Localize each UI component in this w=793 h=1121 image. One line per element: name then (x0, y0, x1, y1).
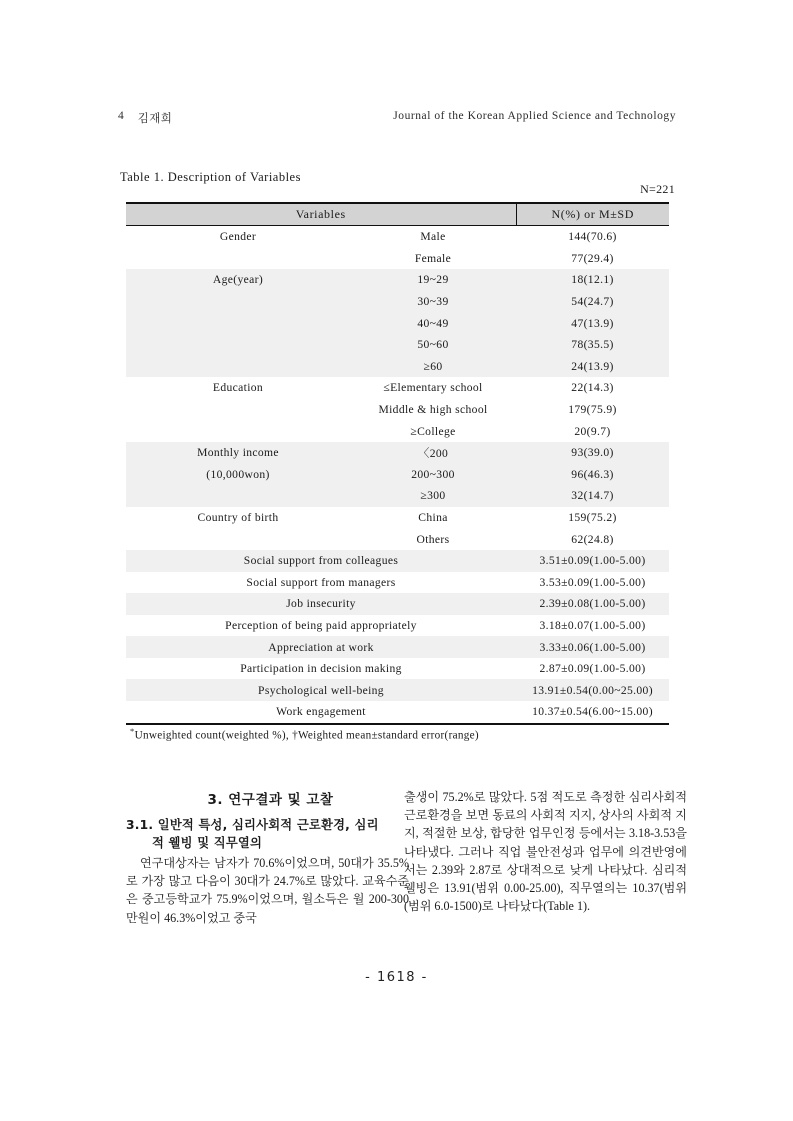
cell-statistic-value: 24(13.9) (516, 356, 669, 378)
table-row (126, 226, 669, 248)
cell-variable-category: Middle & high school (378, 403, 488, 417)
cell-variable-category: ≤Elementary school (383, 381, 483, 395)
cell-variable-category: 50~60 (350, 334, 516, 356)
footnote-asterisk: * (130, 726, 135, 736)
cell-variable-label: Country of birth (197, 511, 279, 525)
cell-variable-label (126, 485, 350, 507)
cell-statistic-value: 22(14.3) (571, 381, 614, 395)
subsection-heading-line-2: 적 웰빙 및 직무열의 (152, 836, 263, 850)
running-head-left (118, 110, 172, 126)
cell-variable-label (126, 420, 350, 442)
table-row (126, 485, 669, 507)
cell-measure-label: Social support from colleagues (126, 550, 516, 572)
table-row (126, 572, 669, 594)
table-row (126, 291, 669, 313)
cell-statistic-value: 3.51±0.09(1.00-5.00) (516, 550, 669, 572)
cell-statistic-value: 77(29.4) (571, 251, 614, 265)
cell-variable-category: ≥College (410, 424, 456, 438)
table-row (126, 334, 669, 356)
cell-variable-label: (10,000won) (126, 464, 350, 486)
cell-measure-label: Social support from managers (246, 575, 396, 589)
cell-statistic-value: 47(13.9) (516, 312, 669, 334)
cell-measure-label: Perception of being paid appropriately (225, 618, 417, 632)
cell-statistic-value: 18(12.1) (516, 269, 669, 291)
cell-statistic-value: 3.18±0.07(1.00-5.00) (539, 618, 646, 632)
cell-statistic-value: 78(35.5) (516, 334, 669, 356)
table-row (126, 550, 669, 572)
table-row (126, 464, 669, 486)
cell-variable-label: Monthly income (126, 442, 350, 464)
cell-variable-label: Education (212, 381, 264, 395)
cell-variable-label: Age(year) (126, 269, 350, 291)
table-row (126, 442, 669, 464)
body-column-left (126, 816, 409, 927)
table-row (126, 679, 669, 701)
table-row (126, 377, 669, 399)
cell-measure-label: Psychological well-being (126, 679, 516, 701)
running-head (118, 110, 676, 126)
cell-variable-category: Female (414, 251, 452, 265)
cell-variable-label: Gender (219, 230, 257, 244)
table-row (126, 528, 669, 550)
cell-variable-category: Others (416, 532, 450, 546)
table-header-row (126, 203, 669, 226)
cell-measure-label: Work engagement (126, 701, 516, 724)
table-row (126, 701, 669, 724)
table-row (126, 593, 669, 615)
paragraph-right: 출생이 75.2%로 많았다. 5점 적도로 측정한 심리사회적 근로환경을 보면 동료의 사회적 지지, 상사의 사회적 지지, 적절한 보상, 합당한 업무인정 등에서는 3.18-3.53을 나타냈다. 그러나 직업 불안전성과 업무에 의견반영에서는 2.39와 2.87로 상대적으로 낮게 나타났다. 심리적 웰빙은 13.91(범위 0.00-25.00), 직무열의는 10.37(범위 (범위 6.0-1500)로 나타났다(Table 1). (404, 790, 687, 914)
cell-statistic-value: 3.33±0.06(1.00-5.00) (516, 636, 669, 658)
table-row (126, 356, 669, 378)
column-header-variables: Variables (126, 203, 516, 226)
table-body (126, 226, 669, 724)
cell-measure-label: Job insecurity (126, 593, 516, 615)
cell-statistic-value: 20(9.7) (574, 424, 611, 438)
table-row (126, 269, 669, 291)
cell-statistic-value: 159(75.2) (568, 511, 617, 525)
body-column-right (404, 788, 687, 915)
cell-statistic-value: 10.37±0.54(6.00~15.00) (516, 701, 669, 724)
column-header-statistic: N(%) or M±SD (516, 203, 669, 226)
cell-variable-label (126, 356, 350, 378)
cell-statistic-value: 2.87±0.09(1.00-5.00) (539, 662, 646, 676)
cell-variable-category: ≥300 (350, 485, 516, 507)
cell-statistic-value: 13.91±0.54(0.00~25.00) (516, 679, 669, 701)
cell-measure-label: Appreciation at work (126, 636, 516, 658)
cell-statistic-value: 96(46.3) (516, 464, 669, 486)
cell-variable-category: 〈200 (350, 442, 516, 464)
table-row (126, 399, 669, 421)
running-head-journal: Journal of the Korean Applied Science and Technology (393, 110, 676, 122)
cell-variable-label (126, 399, 350, 421)
cell-variable-category: 200~300 (350, 464, 516, 486)
running-head-page-number: 4 (118, 110, 124, 122)
cell-statistic-value: 3.53±0.09(1.00-5.00) (539, 575, 646, 589)
cell-variable-category: ≥60 (350, 356, 516, 378)
table-1-container (126, 202, 669, 725)
cell-variable-label (126, 312, 350, 334)
paragraph-left: 연구대상자는 남자가 70.6%이었으며, 50대가 35.5%로 가장 많고 다음이 30대가 24.7%로 많았다. 교육수준은 중고등학교가 75.9%이었으며, 월소득은 월 200-300만원이 46.3%이었고 중국 (126, 856, 409, 925)
table-sample-size-note: N=221 (640, 182, 675, 196)
cell-variable-category: 30~39 (350, 291, 516, 313)
description-of-variables-table (126, 202, 669, 725)
section-heading: 3. 연구결과 및 고찰 (207, 792, 334, 808)
table-row (126, 420, 669, 442)
cell-statistic-value: 54(24.7) (516, 291, 669, 313)
cell-statistic-value: 2.39±0.08(1.00-5.00) (516, 593, 669, 615)
subsection-heading (126, 816, 409, 852)
page-footer: - 1618 - (365, 970, 428, 985)
table-head (126, 203, 669, 226)
table-row (126, 615, 669, 637)
cell-variable-category: 19~29 (350, 269, 516, 291)
cell-measure-label: Participation in decision making (240, 662, 402, 676)
cell-statistic-value: 62(24.8) (571, 532, 614, 546)
cell-variable-category: 40~49 (350, 312, 516, 334)
table-caption: Table 1. Description of Variables (120, 170, 301, 184)
table-footnote (130, 726, 479, 742)
cell-variable-category: China (418, 511, 448, 525)
table-row (126, 658, 669, 680)
cell-statistic-value: 32(14.7) (516, 485, 669, 507)
cell-variable-label (126, 334, 350, 356)
cell-variable-category: Male (420, 230, 446, 244)
cell-variable-label (126, 291, 350, 313)
table-row (126, 636, 669, 658)
table-row (126, 312, 669, 334)
footnote-text: Unweighted count(weighted %), †Weighted mean±standard error(range) (134, 729, 479, 742)
subsection-heading-line-1: 3.1. 일반적 특성, 심리사회적 근로환경, 심리 (126, 818, 379, 832)
running-head-author: 김재희 (137, 113, 173, 125)
cell-statistic-value: 179(75.9) (568, 403, 617, 417)
cell-variable-label (126, 248, 350, 270)
table-row (126, 507, 669, 529)
table-row (126, 248, 669, 270)
cell-statistic-value: 144(70.6) (568, 230, 617, 244)
cell-statistic-value: 93(39.0) (516, 442, 669, 464)
cell-variable-label (126, 528, 350, 550)
